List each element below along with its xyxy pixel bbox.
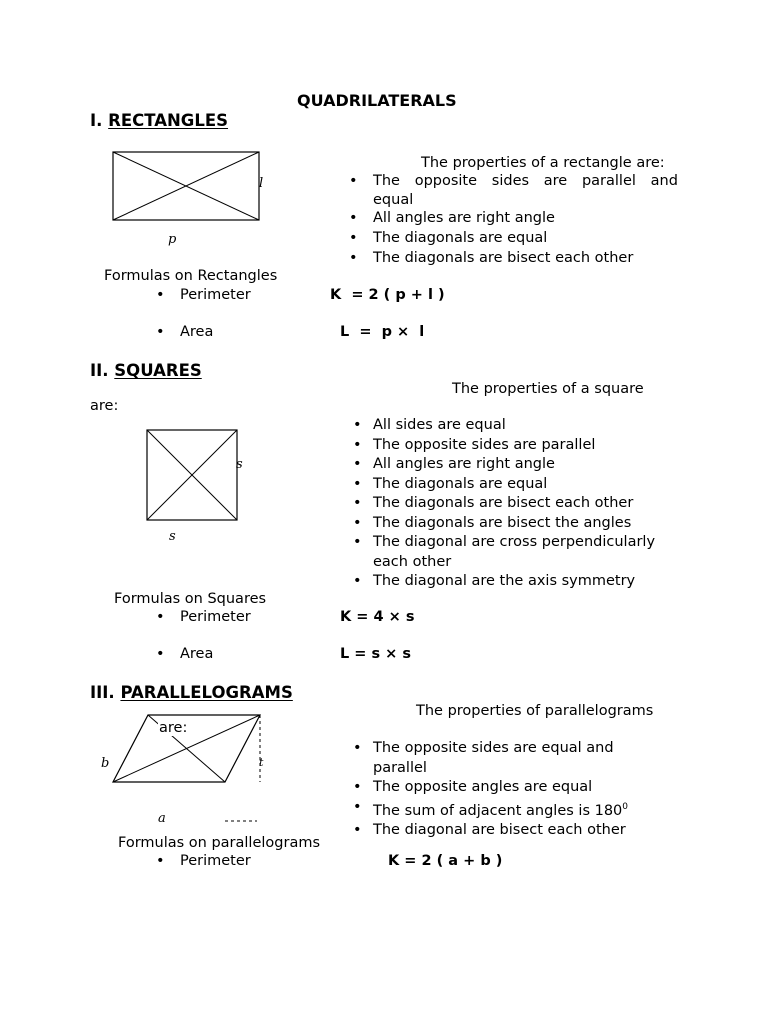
square-property-item: • The diagonal are the axis symmetry <box>349 572 655 592</box>
section-title: RECTANGLES <box>108 111 229 130</box>
document-title: QUADRILATERALS <box>297 91 457 110</box>
square-label-side: s <box>236 457 243 472</box>
parallelogram-properties-intro-continued: are: <box>159 720 188 736</box>
formula-name: Perimeter <box>180 287 251 303</box>
section-numeral: III. <box>90 683 115 702</box>
formula-name: Area <box>180 324 214 340</box>
rectangle-label-side: l <box>259 176 264 191</box>
rectangle-properties-intro: The properties of a rectangle are: <box>421 155 665 171</box>
rectangle-label-bottom: p <box>168 232 177 247</box>
parallelogram-properties-list <box>349 739 628 840</box>
parallelogram-property-item: • The sum of adjacent angles is $180^0$ <box>349 798 628 821</box>
section-title: PARALLELOGRAMS <box>120 683 293 702</box>
formula-name: Perimeter <box>180 609 251 625</box>
parallelogram-label-height: t <box>259 756 264 769</box>
square-properties-intro-continued: are: <box>90 398 119 414</box>
parallelogram-properties-intro: The properties of parallelograms <box>416 703 654 719</box>
square-property-item: • The opposite sides are parallel <box>349 436 655 456</box>
parallelogram-formulas-title: Formulas on parallelograms <box>118 835 321 851</box>
square-label-bottom: s <box>169 529 176 544</box>
formula-expression: L = s × s <box>340 646 411 662</box>
parallelogram-property-item: • The diagonal are bisect each other <box>349 821 628 841</box>
parallelogram-label-bottom: a <box>158 811 166 826</box>
formula-expression: K = 2 ( a + b ) <box>388 853 503 869</box>
square-property-item: • All sides are equal <box>349 416 655 436</box>
section-numeral: II. <box>90 361 109 380</box>
square-formulas-title: Formulas on Squares <box>114 591 267 607</box>
section-title: SQUARES <box>114 361 202 380</box>
square-property-item: • The diagonal are cross perpendicularly each other <box>349 533 655 572</box>
formula-expression: L = p × l <box>340 324 425 340</box>
square-property-item: • The diagonals are bisect the angles <box>349 514 655 534</box>
square-property-item: • The diagonals are equal <box>349 475 655 495</box>
property-line: The opposite sides are parallel and <box>373 173 678 189</box>
formula-expression: K = 2 ( p + l ) <box>330 287 445 303</box>
rectangle-property-item: All angles are right angle <box>373 210 555 226</box>
square-property-item: • The diagonals are bisect each other <box>349 494 655 514</box>
formula-expression: K = 4 × s <box>340 609 415 625</box>
parallelogram-label-side: b <box>101 756 110 771</box>
rectangle-property-item: The diagonals are equal <box>373 230 548 246</box>
formula-name: Area <box>180 646 214 662</box>
section-numeral: I. <box>90 111 103 130</box>
square-properties-intro: The properties of a square <box>452 381 644 397</box>
parallelogram-property-item: • The opposite angles are equal <box>349 778 628 798</box>
rectangle-formulas-title: Formulas on Rectangles <box>104 268 278 284</box>
formula-name: Perimeter <box>180 853 251 869</box>
square-property-item: • All angles are right angle <box>349 455 655 475</box>
property-line-continued: equal <box>373 192 414 208</box>
rectangle-property-item: The diagonals are bisect each other <box>373 250 634 266</box>
parallelogram-property-item: • The opposite sides are equal and parallel <box>349 739 628 778</box>
